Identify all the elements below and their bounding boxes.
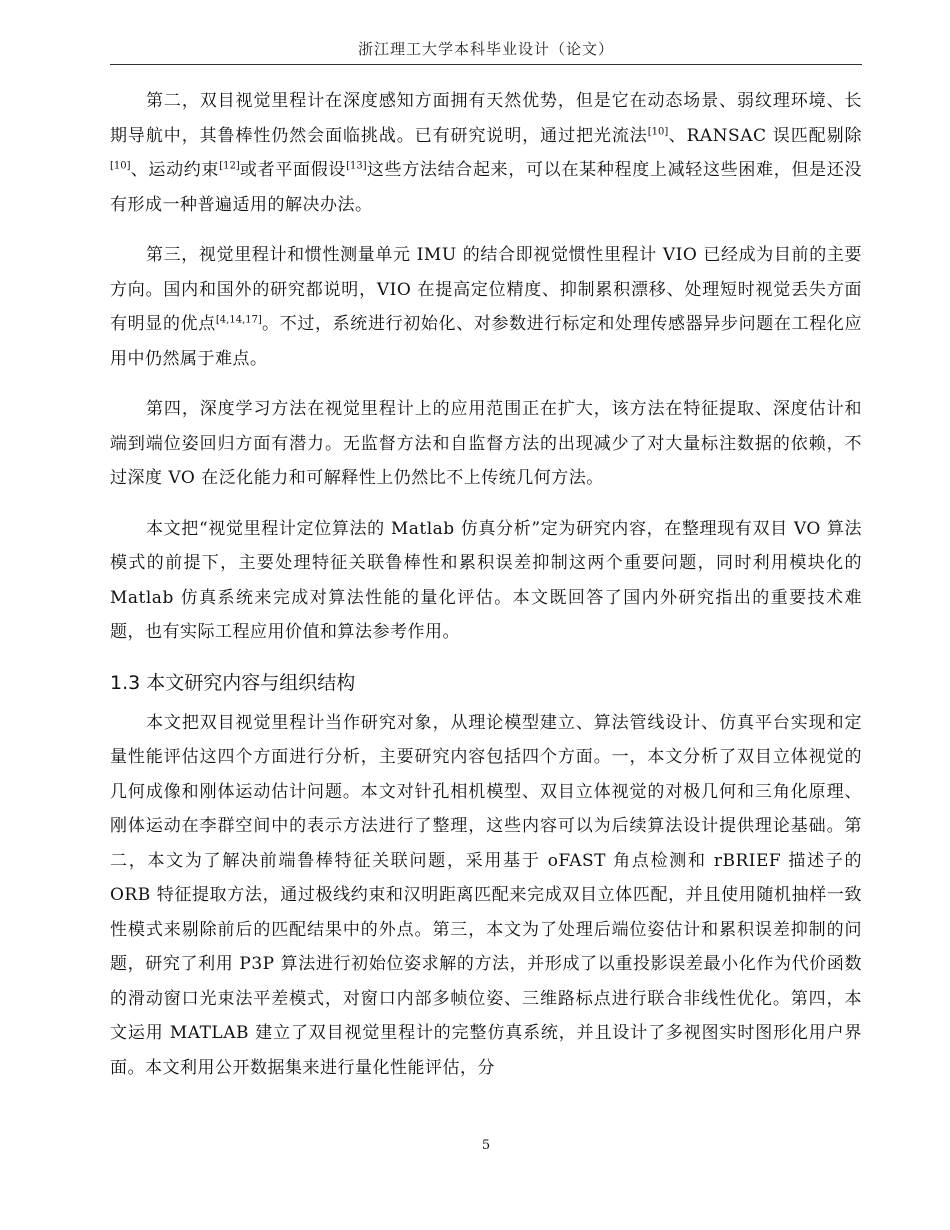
paragraph-text: 这些方法结合起来，可以在某种程度上减轻这些困难，但是还没有形成一种普遍适用的解决办法。 xyxy=(110,160,863,215)
paragraph-research-content: 本文把双目视觉里程计当作研究对象，从理论模型建立、算法管线设计、仿真平台实现和定量性能评估这四个方面进行分析，主要研究内容包括四个方面。一，本文分析了双目立体视觉的几何成像和刚体运动估计问题。本文对针孔相机模型、双目立体视觉的对极几何和三角化原理、刚体运动在李群空间中的表示方法进行了整理，这些内容可以为后续算法设计提供理论基础。第二，本文为了解决前端鲁棒特征关联问题，采用基于 oFAST 角点检测和 rBRIEF 描述子的 ORB 特征提取方法，通过极线约束和汉明距离匹配来完成双目立体匹配，并且使用随机抽样一致性模式来剔除前后的匹配结果中的外点。第三，本文为了处理后端位姿估计和累积误差抑制的问题，研究了利用 P3P 算法进行初始位姿求解的方法，并形成了以重投影误差最小化作为代价函数的滑动窗口光束法平差模式，对窗口内部多帧位姿、三维路标点进行联合非线性优化。第四，本文运用 MATLAB 建立了双目视觉里程计的完整仿真系统，并且设计了多视图实时图形化用户界面。本文利用公开数据集来进行量化性能评估，分 xyxy=(110,712,862,1078)
citation: [10] xyxy=(647,125,669,137)
section-heading: 1.3 本文研究内容与组织结构 xyxy=(110,671,356,694)
paragraph-research-scope: 本文把“视觉里程计定位算法的 Matlab 仿真分析”定为研究内容，在整理现有双目 VO 算法模式的前提下，主要处理特征关联鲁棒性和累积误差抑制这两个重要问题，同时利用模块化的 Matlab 仿真系统来完成对算法性能的量化评估。本文既回答了国内外研究指出的重要技术难题，也有实际工程应用价值和算法参考作用。 xyxy=(110,518,862,642)
header-divider xyxy=(110,64,862,65)
paragraph-fourth-point: 第四，深度学习方法在视觉里程计上的应用范围正在扩大，该方法在特征提取、深度估计和端到端位姿回归方面有潜力。无监督方法和自监督方法的出现减少了对大量标注数据的依赖，不过深度 VO 在泛化能力和可解释性上仍然比不上传统几何方法。 xyxy=(110,399,862,488)
paragraph-text: 、RANSAC 误匹配剔除 xyxy=(668,125,863,146)
paragraph-text: 、运动约束 xyxy=(130,160,220,180)
paragraph-second-point xyxy=(110,84,862,222)
citation: [10] xyxy=(110,160,131,172)
page-header: 浙江理工大学本科毕业设计（论文） xyxy=(357,40,614,58)
paragraph-text: 或者平面假设 xyxy=(239,160,347,180)
citation: [4,14,17] xyxy=(215,314,262,326)
paragraph-text: 第二，双目视觉里程计在深度感知方面拥有天然优势，但是它在动态场景、弱纹理环境、长期导航中，其鲁棒性仍然会面临挑战。已有研究说明，通过把光流法 xyxy=(110,91,862,146)
paragraph-text: 第三，视觉里程计和惯性测量单元 IMU 的结合即视觉惯性里程计 VIO 已经成为目前的主要方向。国内和国外的研究都说明，VIO 在提高定位精度、抑制累积漂移、处理短时视觉丢失方面有明显的优点 xyxy=(110,245,862,334)
document-body xyxy=(110,84,862,1101)
citation: [13] xyxy=(346,160,367,172)
page-number: 5 xyxy=(481,1138,491,1153)
citation: [12] xyxy=(219,160,240,172)
paragraph-third-point xyxy=(110,238,862,376)
paragraph-text: 。不过，系统进行初始化、对参数进行标定和处理传感器异步问题在工程化应用中仍然属于难点。 xyxy=(110,314,863,369)
